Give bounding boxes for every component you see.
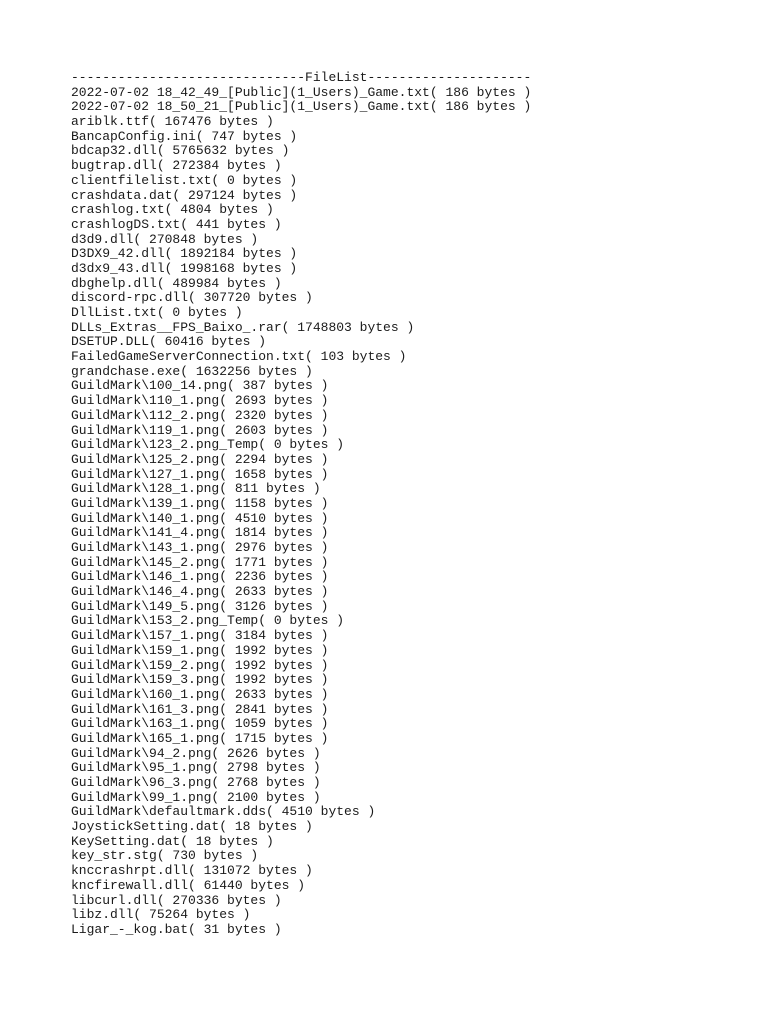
file-list-item: d3dx9_43.dll( 1998168 bytes ): [71, 260, 298, 276]
file-list-item: BancapConfig.ini( 747 bytes ): [71, 128, 298, 144]
file-list-item: discord-rpc.dll( 307720 bytes ): [71, 290, 313, 306]
file-list-item: knccrashrpt.dll( 131072 bytes ): [71, 863, 313, 879]
file-list-item: libz.dll( 75264 bytes ): [71, 907, 251, 923]
file-list-item: Ligar_-_kog.bat( 31 bytes ): [71, 921, 282, 937]
file-list-item: DSETUP.DLL( 60416 bytes ): [71, 334, 267, 350]
file-list-item: GuildMark\165_1.png( 1715 bytes ): [71, 730, 329, 746]
file-list-item: clientfilelist.txt( 0 bytes ): [71, 172, 298, 188]
file-list-item: GuildMark\123_2.png_Temp( 0 bytes ): [71, 437, 345, 453]
file-list-item: bdcap32.dll( 5765632 bytes ): [71, 143, 290, 159]
file-list-item: GuildMark\153_2.png_Temp( 0 bytes ): [71, 613, 345, 629]
file-list-item: GuildMark\159_2.png( 1992 bytes ): [71, 657, 329, 673]
file-list-item: GuildMark\163_1.png( 1059 bytes ): [71, 716, 329, 732]
file-list-item: bugtrap.dll( 272384 bytes ): [71, 158, 282, 174]
file-list-item: libcurl.dll( 270336 bytes ): [71, 892, 282, 908]
file-list-item: GuildMark\140_1.png( 4510 bytes ): [71, 510, 329, 526]
file-list-item: GuildMark\94_2.png( 2626 bytes ): [71, 745, 321, 761]
file-list-item: GuildMark\141_4.png( 1814 bytes ): [71, 525, 329, 541]
file-list-item: GuildMark\119_1.png( 2603 bytes ): [71, 422, 329, 438]
file-list-item: GuildMark\128_1.png( 811 bytes ): [71, 481, 321, 497]
file-list-item: DllList.txt( 0 bytes ): [71, 305, 243, 320]
file-list-item: GuildMark\defaultmark.dds( 4510 bytes ): [71, 804, 376, 820]
file-list-item: GuildMark\99_1.png( 2100 bytes ): [71, 789, 321, 805]
file-list-item: GuildMark\159_1.png( 1992 bytes ): [71, 642, 329, 658]
file-list-item: d3d9.dll( 270848 bytes ): [71, 231, 259, 247]
file-list-item: grandchase.exe( 1632256 bytes ): [71, 363, 313, 379]
file-list-item: GuildMark\127_1.png( 1658 bytes ): [71, 466, 329, 482]
file-list-item: GuildMark\110_1.png( 2693 bytes ): [71, 393, 329, 409]
file-list-item: KeySetting.dat( 18 bytes ): [71, 833, 274, 849]
file-list-item: GuildMark\146_4.png( 2633 bytes ): [71, 584, 329, 600]
file-list-item: crashdata.dat( 297124 bytes ): [71, 187, 298, 203]
file-list-item: GuildMark\160_1.png( 2633 bytes ): [71, 686, 329, 702]
file-list-item: dbghelp.dll( 489984 bytes ): [71, 275, 282, 291]
file-list-item: GuildMark\100_14.png( 387 bytes ): [71, 378, 329, 394]
file-list-header: ------------------------------FileList---------------------: [71, 70, 532, 85]
file-list-item: GuildMark\143_1.png( 2976 bytes ): [71, 540, 329, 555]
file-list-item: GuildMark\159_3.png( 1992 bytes ): [71, 672, 329, 688]
file-list-item: GuildMark\157_1.png( 3184 bytes ): [71, 628, 329, 644]
file-list-item: GuildMark\139_1.png( 1158 bytes ): [71, 495, 329, 511]
file-list-item: DLLs_Extras__FPS_Baixo_.rar( 1748803 bytes ): [71, 319, 415, 335]
file-list-item: JoystickSetting.dat( 18 bytes ): [71, 819, 313, 835]
file-list-item: D3DX9_42.dll( 1892184 bytes ): [71, 246, 298, 262]
file-list-item: GuildMark\112_2.png( 2320 bytes ): [71, 407, 329, 423]
file-list-item: crashlog.txt( 4804 bytes ): [71, 202, 274, 218]
file-list-item: FailedGameServerConnection.txt( 103 bytes ): [71, 349, 407, 365]
file-list-item: GuildMark\96_3.png( 2768 bytes ): [71, 775, 321, 790]
file-list-item: 2022-07-02 18_50_21_[Public](1_Users)_Game.txt( 186 bytes ): [71, 99, 532, 115]
file-list-item: 2022-07-02 18_42_49_[Public](1_Users)_Game.txt( 186 bytes ): [71, 84, 532, 100]
file-list-item: kncfirewall.dll( 61440 bytes ): [71, 877, 306, 893]
file-list-item: GuildMark\145_2.png( 1771 bytes ): [71, 554, 329, 570]
file-list-item: ariblk.ttf( 167476 bytes ): [71, 114, 274, 130]
file-list-document: [71, 71, 731, 938]
file-list-item: GuildMark\161_3.png( 2841 bytes ): [71, 701, 329, 717]
file-list: [71, 86, 731, 938]
file-list-item: GuildMark\146_1.png( 2236 bytes ): [71, 569, 329, 585]
file-list-item: crashlogDS.txt( 441 bytes ): [71, 216, 282, 232]
file-list-item: key_str.stg( 730 bytes ): [71, 848, 259, 864]
file-list-item: GuildMark\95_1.png( 2798 bytes ): [71, 760, 321, 776]
file-list-item: GuildMark\125_2.png( 2294 bytes ): [71, 451, 329, 467]
file-list-item: GuildMark\149_5.png( 3126 bytes ): [71, 598, 329, 614]
